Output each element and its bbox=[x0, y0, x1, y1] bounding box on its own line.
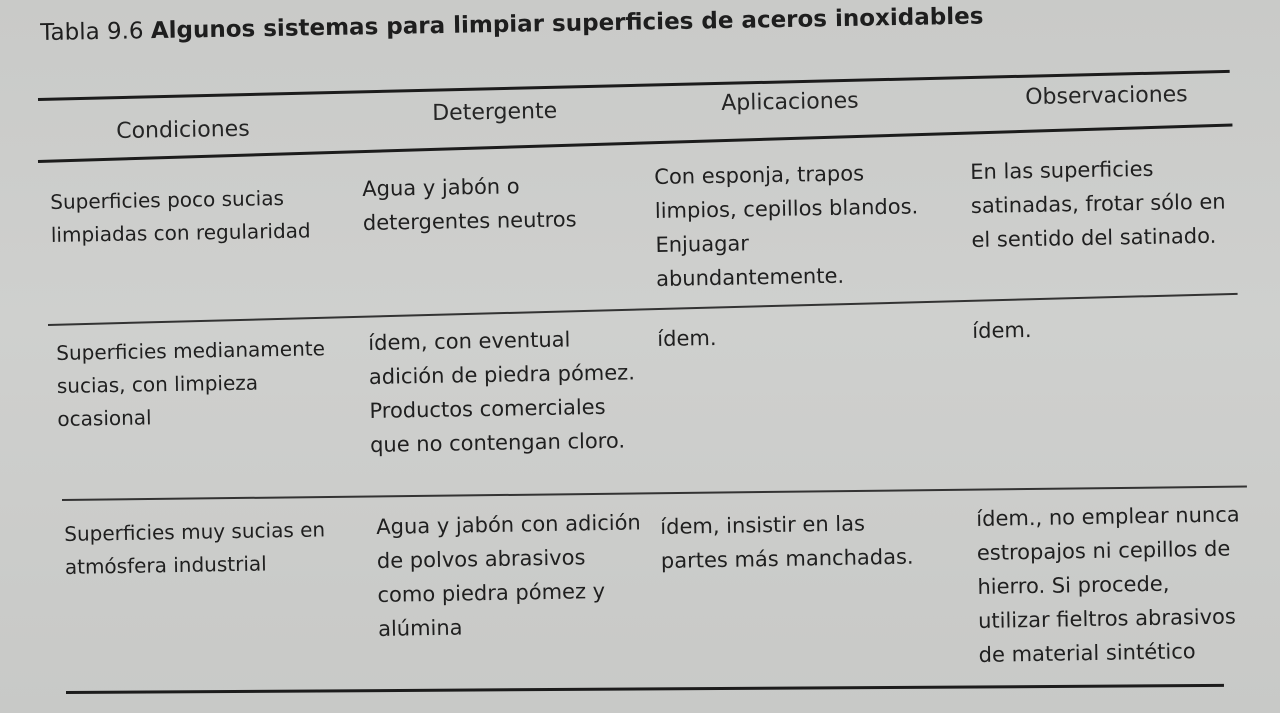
row1-condiciones: Superficies poco sucias limpiadas con regularidad bbox=[50, 185, 311, 247]
row1-detergente: Agua y jabón o detergentes neutros bbox=[362, 174, 577, 235]
bottom-rule bbox=[66, 684, 1224, 694]
row1-separator bbox=[48, 293, 1238, 326]
row1-aplicaciones: Con esponja, trapos limpios, cepillos blandos. Enjuagar abundantemente. bbox=[654, 161, 919, 291]
row2-observaciones: ídem. bbox=[972, 317, 1032, 343]
row3-condiciones: Superficies muy sucias en atmósfera industrial bbox=[64, 517, 326, 579]
row3-observaciones: ídem., no emplear nunca estropajos ni cepillos de hierro. Si procede, utilizar fieltros abrasivos de material sintético bbox=[976, 502, 1240, 667]
table-title bbox=[40, 0, 1240, 48]
row2-aplicaciones: ídem. bbox=[657, 325, 717, 351]
table-caption: Algunos sistemas para limpiar superficies de aceros inoxidables bbox=[150, 3, 984, 45]
row2-separator bbox=[62, 486, 1247, 501]
header-condiciones: Condiciones bbox=[116, 116, 250, 144]
header-detergente: Detergente bbox=[432, 98, 558, 126]
row2-detergente: ídem, con eventual adición de piedra pómez. Productos comerciales que no contengan cloro. bbox=[368, 327, 636, 457]
header-observaciones: Observaciones bbox=[1025, 82, 1188, 110]
row2-condiciones: Superficies medianamente sucias, con limpieza ocasional bbox=[56, 336, 326, 431]
header-aplicaciones: Aplicaciones bbox=[721, 88, 859, 116]
row3-detergente: Agua y jabón con adición de polvos abrasivos como piedra pómez y alúmina bbox=[376, 510, 641, 641]
row1-observaciones: En las superficies satinadas, frotar sólo en el sentido del satinado. bbox=[970, 156, 1226, 252]
table-number: Tabla 9.6 bbox=[40, 18, 144, 46]
row3-aplicaciones: ídem, insistir en las partes más manchadas. bbox=[660, 511, 914, 573]
